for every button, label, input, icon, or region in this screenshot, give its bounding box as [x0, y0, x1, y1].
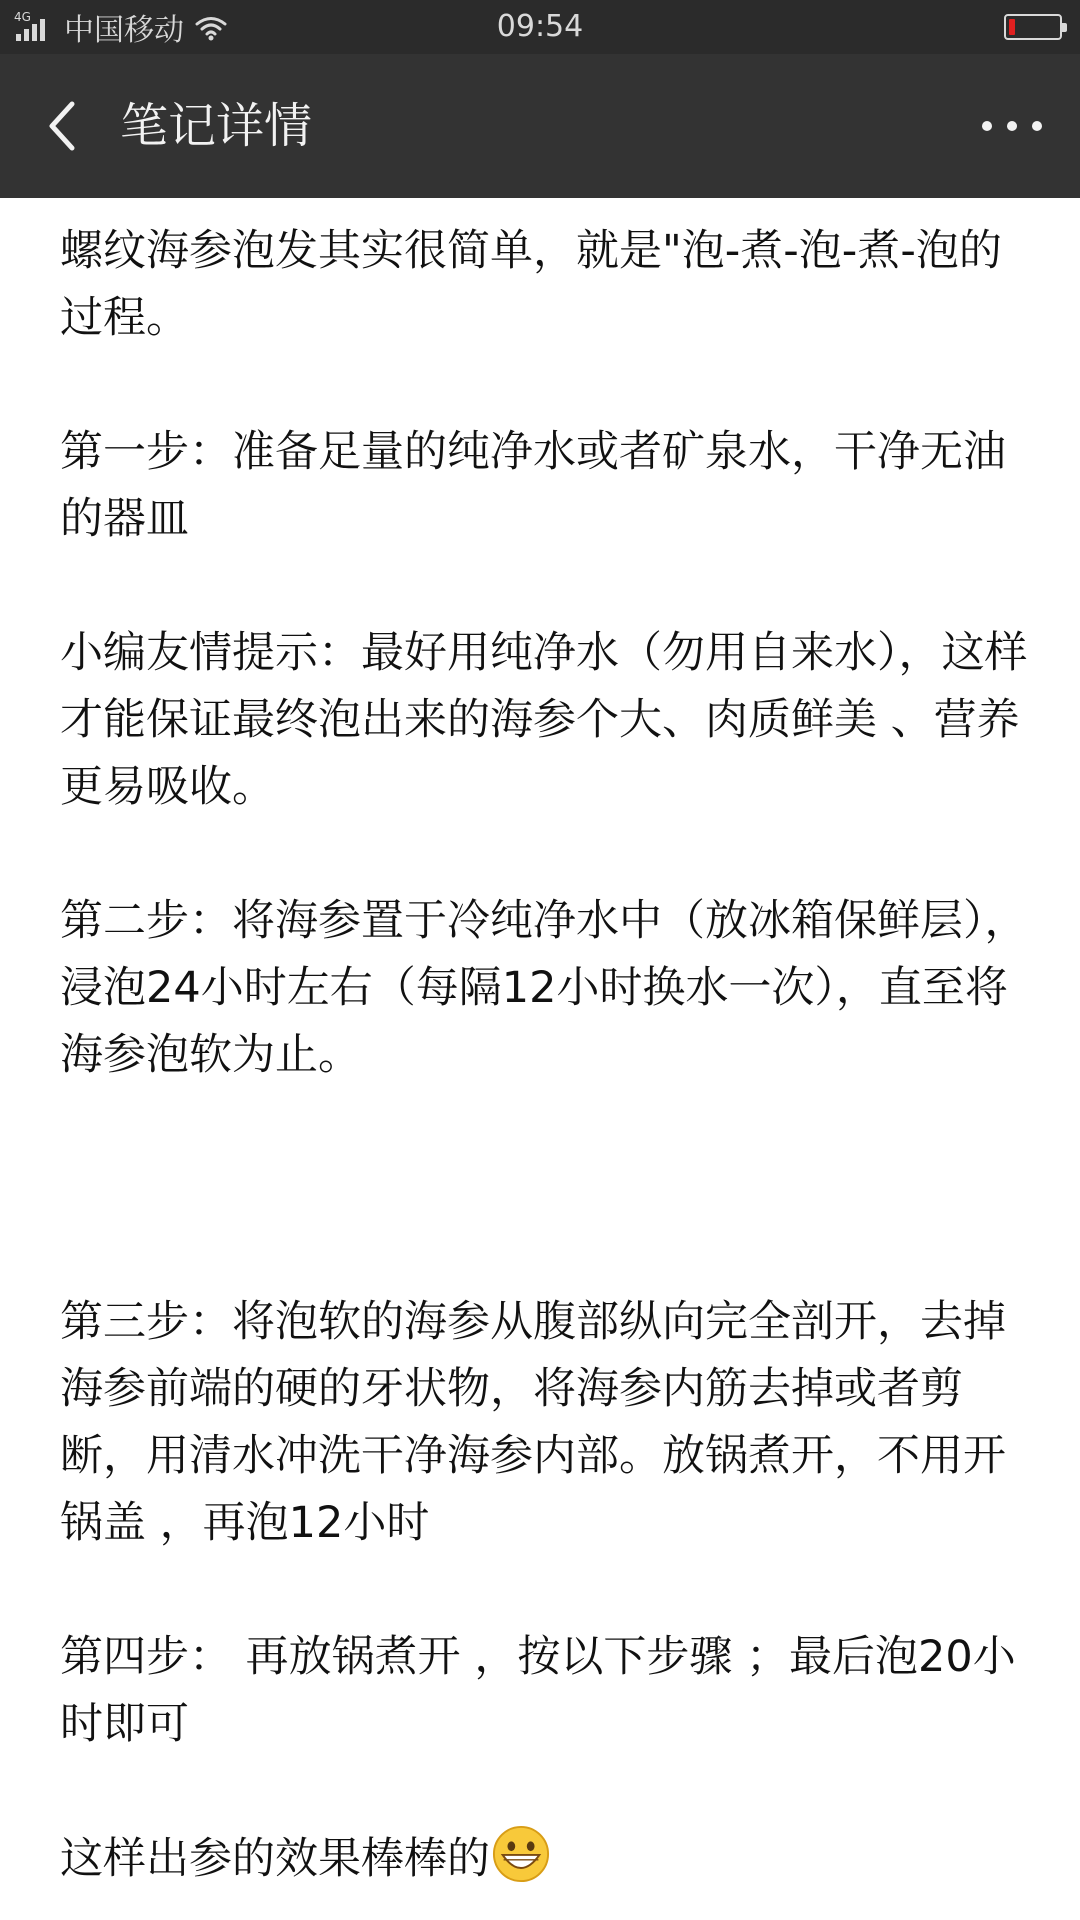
note-paragraph: 第四步： 再放锅煮开 ，按以下步骤 ；最后泡20小时即可 — [60, 1632, 1016, 1749]
page-title: 笔记详情 — [120, 98, 313, 154]
note-paragraph: 螺纹海参泡发其实很简单，就是"泡-煮-泡-煮-泡的过程。 — [60, 226, 1002, 343]
status-time: 09:54 — [496, 9, 584, 44]
grinning-face-icon — [492, 1825, 550, 1883]
note-paragraph: 小编友情提示：最好用纯净水（勿用自来水），这样才能保证最终泡出来的海参个大、肉质鲜美 、营养更易吸收。 — [60, 628, 1028, 812]
note-content — [60, 218, 1030, 1893]
back-button[interactable] — [28, 92, 96, 160]
note-paragraph: 第三步：将泡软的海参从腹部纵向完全剖开，去掉海参前端的硬的牙状物，将海参内筋去掉或者剪断，用清水冲洗干净海参内部。放锅煮开，不用开锅盖 ，再泡12小时 — [60, 1297, 1006, 1548]
battery-level — [1009, 19, 1015, 35]
chevron-left-icon — [42, 98, 82, 154]
carrier-name: 中国移动 — [64, 13, 184, 48]
more-dots-icon — [982, 121, 992, 131]
note-last-line — [60, 1825, 1030, 1893]
battery-icon — [1004, 14, 1062, 40]
network-type: 4G — [14, 10, 31, 24]
note-paragraph: 这样出参的效果棒棒的 — [60, 1834, 490, 1884]
note-paragraph: 第一步：准备足量的纯净水或者矿泉水，干净无油的器皿 — [60, 427, 1006, 544]
app-bar — [0, 54, 1080, 198]
status-bar — [0, 0, 1080, 54]
more-button[interactable] — [974, 98, 1050, 154]
note-paragraph: 第二步：将海参置于冷纯净水中（放冰箱保鲜层），浸泡24小时左右（每隔12小时换水一次），直至将海参泡软为止。 — [60, 896, 1028, 1080]
